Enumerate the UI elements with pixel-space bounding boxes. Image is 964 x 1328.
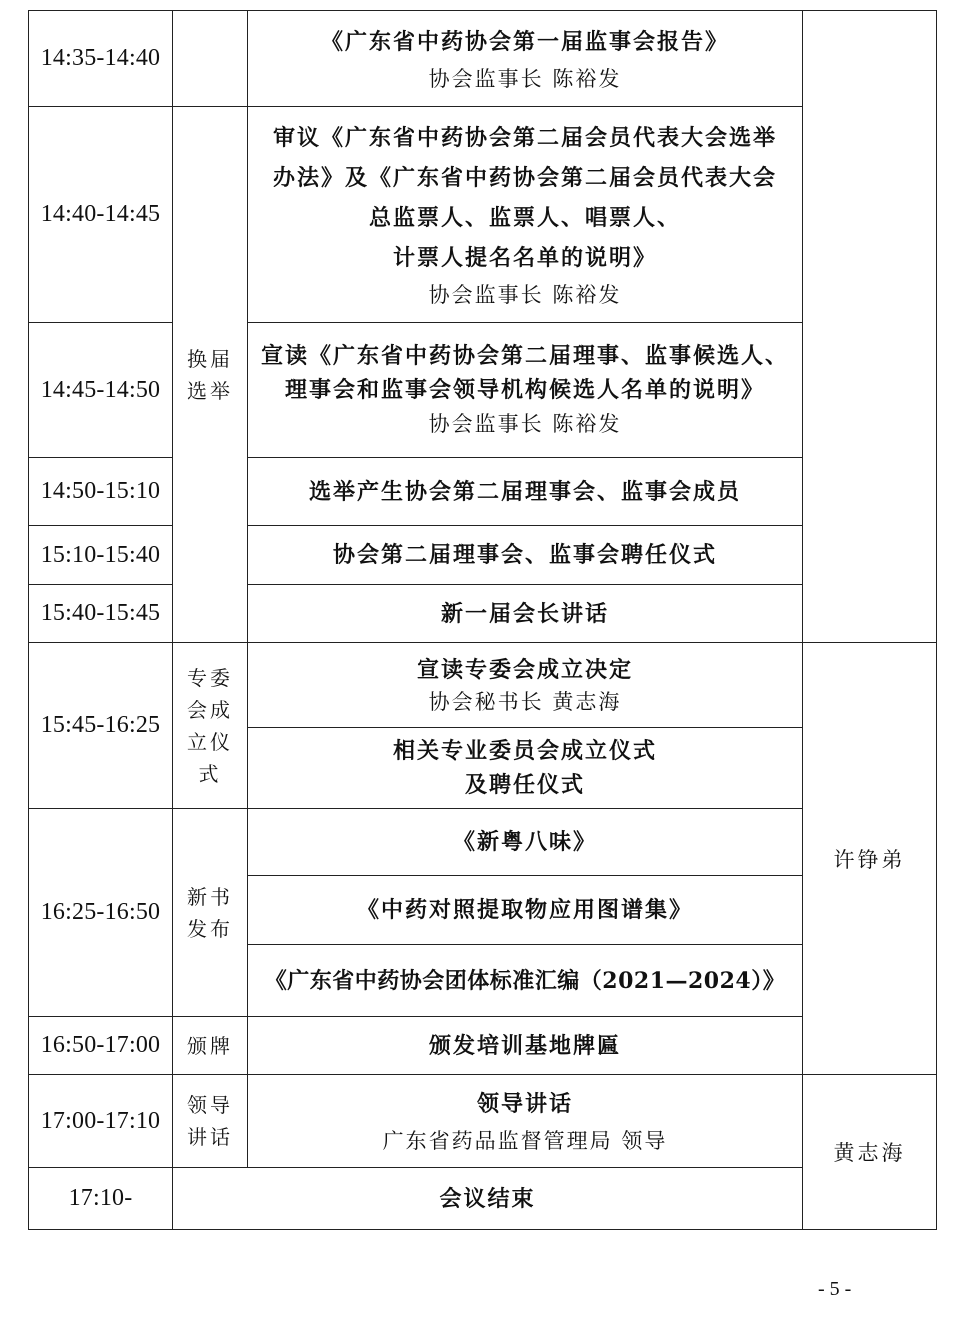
item-speaker: 协会监事长 陈裕发 <box>428 66 622 91</box>
time-cell: 15:40-15:45 <box>29 585 173 643</box>
time-cell: 14:35-14:40 <box>29 11 173 107</box>
table-row <box>29 1017 937 1075</box>
time-cell: 16:25-16:50 <box>29 809 173 1017</box>
agenda-item <box>248 945 803 1017</box>
agenda-item <box>173 1168 803 1230</box>
table-row <box>29 11 937 107</box>
time-cell: 14:50-15:10 <box>29 458 173 526</box>
agenda-table <box>28 10 937 1230</box>
section-label-line: 新书 <box>187 884 233 909</box>
section-label-line: 选举 <box>187 378 233 403</box>
time-cell: 17:00-17:10 <box>29 1075 173 1168</box>
section-label-line: 会成 <box>187 697 233 722</box>
table-row <box>29 643 937 728</box>
table-row <box>29 107 937 323</box>
agenda-item <box>248 107 803 323</box>
item-speaker: 协会监事长 陈裕发 <box>428 282 622 307</box>
item-title-line: 审议《广东省中药协会第二届会员代表大会选举 <box>272 124 777 151</box>
agenda-item <box>248 1075 803 1168</box>
agenda-item <box>248 526 803 585</box>
section-label-line: 讲话 <box>187 1125 233 1149</box>
agenda-item <box>248 11 803 107</box>
table-row <box>29 809 937 876</box>
item-title: 宣读专委会成立决定 <box>416 657 633 683</box>
agenda-item <box>248 585 803 643</box>
time-cell: 14:45-14:50 <box>29 323 173 458</box>
agenda-item <box>248 728 803 809</box>
time-cell: 14:40-14:45 <box>29 107 173 323</box>
item-title: 新一届会长讲话 <box>440 600 609 627</box>
table-row <box>29 458 937 526</box>
section-cell-election <box>173 107 248 643</box>
table-row <box>29 526 937 585</box>
item-title-line: 宣读《广东省中药协会第二届理事、监事候选人、 <box>260 343 789 369</box>
section-cell-committee <box>173 643 248 809</box>
agenda-item <box>248 643 803 728</box>
agenda-item <box>248 458 803 526</box>
item-title: 协会第二届理事会、监事会聘任仪式 <box>332 542 717 568</box>
host-cell-bottom: 黄志海 <box>803 1075 937 1230</box>
time-cell: 16:50-17:00 <box>29 1017 173 1075</box>
item-title-line: 理事会和监事会领导机构候选人名单的说明》 <box>284 377 765 403</box>
item-title: 领导讲话 <box>476 1091 573 1117</box>
time-cell: 17:10- <box>29 1168 173 1230</box>
table-row <box>29 323 937 458</box>
item-title: 《广东省中药协会第一届监事会报告》 <box>320 28 729 55</box>
item-title-line: 总监票人、监票人、唱票人、 <box>368 204 681 231</box>
section-label-line: 式 <box>198 761 222 786</box>
section-cell-books <box>173 809 248 1017</box>
time-cell: 15:45-16:25 <box>29 643 173 809</box>
section-label-line: 立仪 <box>187 729 233 754</box>
page-number: - 5 - <box>818 1278 852 1300</box>
table-row <box>29 1075 937 1168</box>
item-title: 《中药对照提取物应用图谱集》 <box>356 897 693 923</box>
item-title-line: 及聘任仪式 <box>464 772 585 798</box>
item-speaker: 协会秘书长 黄志海 <box>428 690 622 714</box>
host-cell-top <box>803 11 937 643</box>
section-cell-plaque: 颁牌 <box>173 1017 248 1075</box>
agenda-item <box>248 1017 803 1075</box>
time-cell: 15:10-15:40 <box>29 526 173 585</box>
agenda-item <box>248 876 803 945</box>
table-row <box>29 585 937 643</box>
host-cell-middle: 许铮弟 <box>803 643 937 1075</box>
item-title: 颁发培训基地牌匾 <box>428 1032 621 1059</box>
section-label-line: 发布 <box>187 916 233 941</box>
table-row <box>29 1168 937 1230</box>
section-label-line: 换届 <box>187 346 233 371</box>
item-title-line: 办法》及《广东省中药协会第二届会员代表大会 <box>272 164 777 191</box>
section-cell-leader <box>173 1075 248 1168</box>
item-title-line: 相关专业委员会成立仪式 <box>392 738 657 764</box>
item-title: 《新粤八味》 <box>452 829 597 855</box>
agenda-item <box>248 323 803 458</box>
item-speaker: 广东省药品监督管理局 领导 <box>382 1129 668 1153</box>
item-title: 选举产生协会第二届理事会、监事会成员 <box>308 478 741 505</box>
item-title-line: 计票人提名名单的说明》 <box>392 244 657 271</box>
section-label-line: 领导 <box>187 1093 233 1117</box>
section-cell-empty <box>173 11 248 107</box>
agenda-item <box>248 809 803 876</box>
section-label-line: 专委 <box>187 665 233 690</box>
item-title: 会议结束 <box>439 1185 536 1212</box>
item-title: 《广东省中药协会团体标准汇编（2021—2024）》 <box>264 967 786 994</box>
item-speaker: 协会监事长 陈裕发 <box>428 412 622 436</box>
